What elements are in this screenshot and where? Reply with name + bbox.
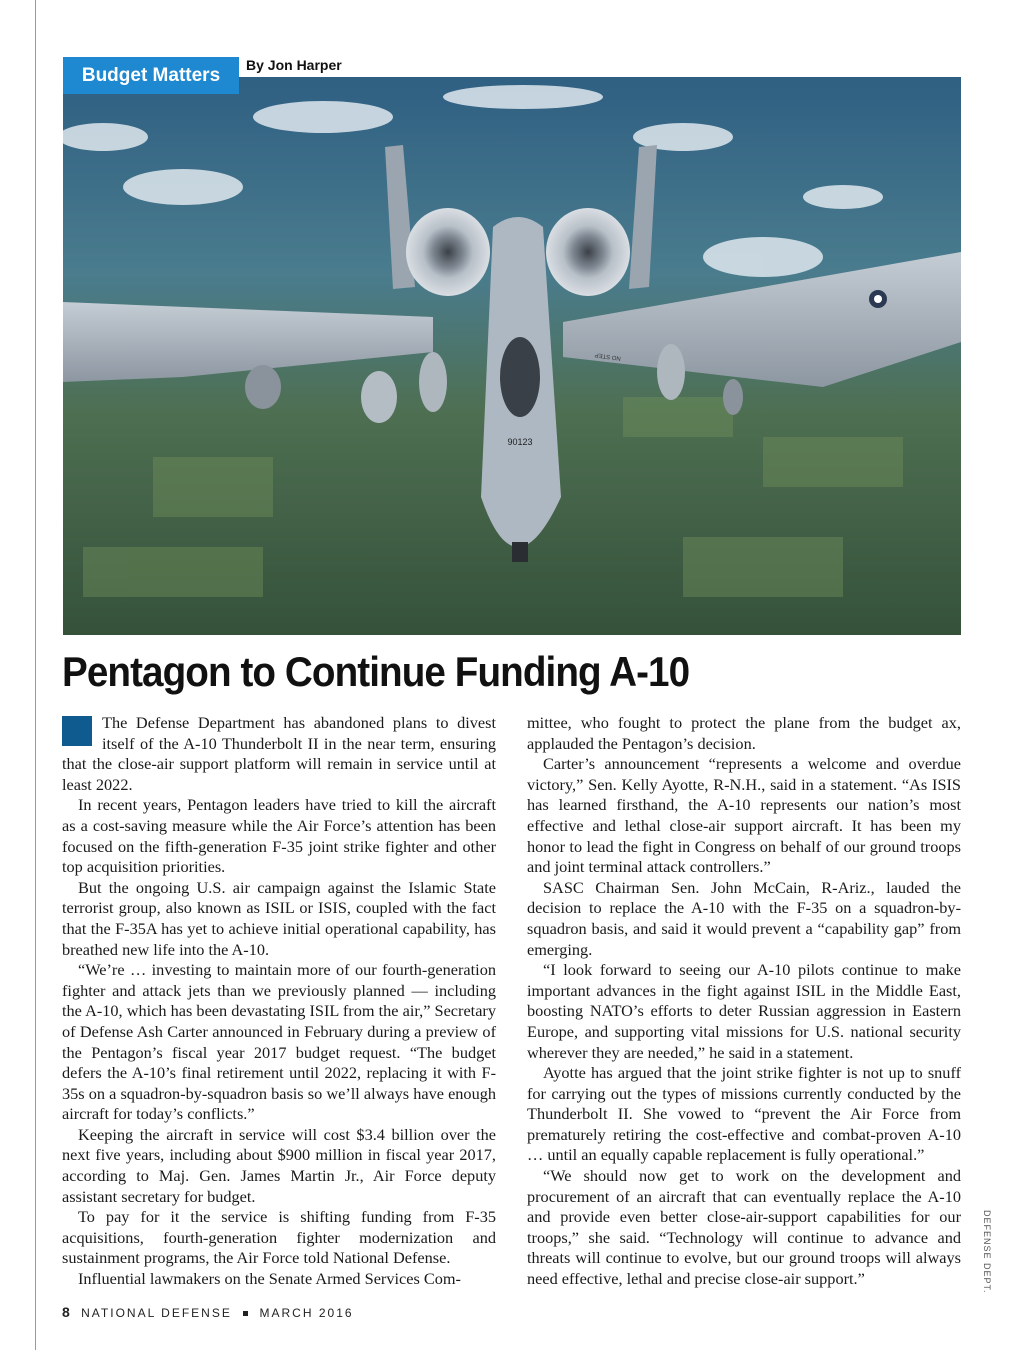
paragraph: “We should now get to work on the development and procurement of an aircraft that can eventually replace the A-10 and provide even better close-air-support capabilities for our troops,” she said. “Technology will continue to advance and threats will continue to evolve, but our ground troops will always need effective, lethal and precise close-air support.” — [527, 1166, 961, 1289]
paragraph: Influential lawmakers on the Senate Armed Services Com- — [78, 1269, 461, 1289]
paragraph: To pay for it the service is shifting funding from F-35 acquisitions, fourth-generation fighter modernization and sustainment programs, the Air Force told National Defense. — [62, 1207, 496, 1268]
byline: By Jon Harper — [246, 57, 342, 73]
paragraph: But the ongoing U.S. air campaign against the Islamic State terrorist group, also known as ISIL or ISIS, coupled with the fact that the F-35A has yet to achieve initial operational capability, has breathed new life into the A-10. — [62, 877, 496, 959]
wing-marking: NO STEP — [594, 351, 622, 361]
tail-number: 90123 — [507, 437, 533, 447]
paragraph: “I look forward to seeing our A-10 pilots continue to make important advances in the fight against ISIL in the Middle East, boosting NATO’s efforts to deter Russian aggression in Eastern Europe, and supporting vital missions for U.S. national security wherever they are needed,” he said in a statement. — [527, 960, 961, 1062]
headline: Pentagon to Continue Funding A-10 — [62, 648, 690, 695]
drop-box-icon — [62, 716, 92, 746]
paragraph: mittee, who fought to protect the plane from the budget ax, applauded the Pentagon’s decision. — [527, 713, 961, 753]
right-column — [527, 713, 961, 1290]
page-footer — [62, 1304, 354, 1320]
separator-square-icon — [243, 1311, 248, 1316]
paragraph: SASC Chairman Sen. John McCain, R-Ariz., lauded the decision to replace the A-10 with the F-35 on a squadron-by-squadron basis, and said it would prevent a “capability gap” from emerging. — [527, 877, 961, 959]
paragraph: Carter’s announcement “represents a welcome and overdue victory,” Sen. Kelly Ayotte, R-N.H., said in a statement. “As ISIS has learned firsthand, the A-10 represents our nation’s most effective and lethal close-air support aircraft. It has been my honor to lead the fight in Congress on behalf of our ground troops and joint terminal attack controllers.” — [527, 754, 961, 877]
paragraph: The Defense Department has abandoned plans to divest itself of the A-10 Thunderbolt II in the near term, ensuring that the close-air support platform will remain in service until at least 2022. — [62, 713, 496, 794]
photo-credit: DEFENSE DEPT. — [982, 1210, 992, 1294]
a10-aircraft-photo — [63, 77, 961, 635]
paragraph: Keeping the aircraft in service will cost $3.4 billion over the next five years, including about $900 million in fiscal year 2017, according to Maj. Gen. James Martin Jr., Air Force deputy assistant secretary for budget. — [62, 1124, 496, 1206]
paragraph: Ayotte has argued that the joint strike fighter is not up to snuff for carrying out the types of missions currently conducted by the Thunderbolt II. She vowed to “prevent the Air Force from prematurely retiring the cost-effective and combat-proven A-10 … until an equally capable replacement is fully operational.” — [527, 1063, 961, 1165]
paragraph: “We’re … investing to maintain more of our fourth-generation fighter and attack jets than we previously planned — including the A-10, which has been devastating ISIL from the air,” Secretary of Defense Ash Carter announced in February during a preview of the Pentagon’s fiscal year 2017 budget request. “The budget defers the A-10’s final retirement until 2022, replacing it with F-35s on a squadron-by-squadron basis so we’ll always have enough aircraft for today’s conflicts.” — [62, 960, 496, 1124]
left-column — [62, 713, 496, 1290]
publication-name: NATIONAL DEFENSE — [81, 1306, 232, 1320]
paragraph: In recent years, Pentagon leaders have tried to kill the aircraft as a cost-saving measure while the Air Force’s attention has been focused on the fifth-generation F-35 joint strike fighter and other top acquisition priorities. — [62, 795, 496, 877]
page-number: 8 — [62, 1304, 70, 1320]
issue-date: MARCH 2016 — [259, 1306, 354, 1320]
page-margin-rule — [35, 0, 36, 1350]
section-tag: Budget Matters — [63, 57, 239, 94]
